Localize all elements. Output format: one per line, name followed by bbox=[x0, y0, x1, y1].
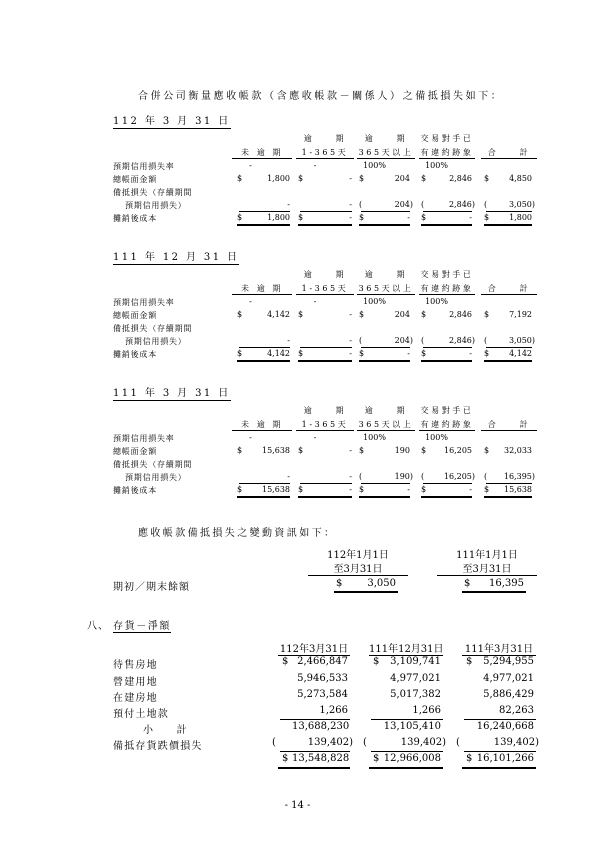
inventory-value: 16,101,266 bbox=[476, 753, 534, 764]
inventory-value: 1,266 bbox=[319, 705, 348, 716]
rate-value: 100% bbox=[425, 297, 448, 306]
gross-value: 204 bbox=[394, 310, 410, 319]
amortized-value: - bbox=[407, 349, 410, 358]
column-header: 1-365天 bbox=[296, 419, 354, 431]
inventory-value: 139,402) bbox=[307, 737, 353, 748]
subtotal-rule bbox=[300, 211, 352, 212]
rate-value: 100% bbox=[363, 161, 386, 170]
currency-sign: $ bbox=[359, 446, 365, 455]
row-label-amortized: 攤銷後成本 bbox=[113, 486, 157, 495]
total-double-rule bbox=[484, 224, 532, 226]
row-label-rate: 預期信用損失率 bbox=[113, 434, 175, 443]
currency-sign: $ bbox=[237, 485, 243, 494]
currency-sign: $ bbox=[421, 485, 427, 494]
column-header-top: 交易對手已 bbox=[420, 406, 474, 415]
column-header-top: 交易對手已 bbox=[420, 270, 474, 279]
subtotal-rule bbox=[371, 751, 443, 752]
column-header-top: 逾 期 bbox=[303, 134, 347, 143]
currency-sign: $ bbox=[298, 485, 304, 494]
currency-sign: $ bbox=[298, 446, 304, 455]
subtotal-rule bbox=[423, 347, 472, 348]
total-double-rule bbox=[421, 360, 472, 362]
open-paren: ( bbox=[484, 472, 488, 481]
open-paren: ( bbox=[456, 737, 460, 748]
column-header-top: 逾 期 bbox=[364, 270, 408, 279]
column-header: 1-365天 bbox=[296, 283, 354, 295]
currency-sign: $ bbox=[298, 213, 304, 222]
allowance-value: 204) bbox=[394, 336, 413, 345]
row-label-allowance-cont: 預期信用損失） bbox=[125, 201, 187, 210]
column-header: 合 計 bbox=[481, 147, 537, 159]
inventory-column-header: 111年3月31日 bbox=[462, 640, 536, 656]
currency-sign: $ bbox=[237, 174, 243, 183]
total-double-rule bbox=[421, 496, 472, 498]
subtotal-rule bbox=[300, 483, 352, 484]
currency-sign: $ bbox=[298, 174, 304, 183]
currency-sign: $ bbox=[298, 349, 304, 358]
row-label-gross: 總帳面金額 bbox=[113, 175, 157, 184]
subtotal-rule bbox=[423, 211, 472, 212]
currency-sign: $ bbox=[282, 753, 289, 764]
currency-sign: $ bbox=[484, 349, 490, 358]
changes-row-label: 期初／期末餘額 bbox=[113, 582, 190, 593]
amortized-value: - bbox=[349, 485, 352, 494]
amortized-value: - bbox=[407, 213, 410, 222]
amortized-value: - bbox=[407, 485, 410, 494]
subtotal-rule bbox=[361, 483, 410, 484]
subtotal-rule bbox=[239, 211, 290, 212]
inventory-row-label: 待售房地 bbox=[113, 660, 158, 671]
column-header: 有違約跡象 bbox=[420, 284, 474, 293]
changes-col1-top: 112年1月1日 bbox=[327, 550, 389, 561]
column-header-top: 逾 期 bbox=[303, 270, 347, 279]
row-label-rate: 預期信用損失率 bbox=[113, 298, 175, 307]
subtotal-rule bbox=[280, 751, 350, 752]
table-date-heading: 111 年 12 月 31 日 bbox=[113, 248, 239, 265]
open-paren: ( bbox=[363, 737, 367, 748]
gross-value: 2,846 bbox=[449, 310, 472, 319]
row-label-amortized: 攤銷後成本 bbox=[113, 350, 157, 359]
total-double-rule bbox=[484, 496, 532, 498]
changes-v1: 3,050 bbox=[367, 578, 396, 589]
table-date-heading: 112 年 3 月 31 日 bbox=[113, 112, 231, 129]
allowance-value: 2,846) bbox=[448, 200, 475, 209]
inventory-row-label: 在建房地 bbox=[113, 693, 158, 704]
gross-value: - bbox=[349, 174, 352, 183]
currency-sign: $ bbox=[421, 174, 427, 183]
rate-value: - bbox=[313, 433, 317, 442]
inventory-value: 5,946,533 bbox=[297, 673, 348, 684]
total-double-rule bbox=[359, 496, 410, 498]
inventory-heading-number: 八、 bbox=[87, 621, 109, 632]
inventory-row-label: 預付土地款 bbox=[113, 709, 169, 720]
changes-col2-top: 111年1月1日 bbox=[456, 550, 518, 561]
amortized-value: 4,142 bbox=[267, 349, 290, 358]
row-label-allowance: 備抵損失（存續期間 bbox=[113, 324, 193, 333]
currency-sign: $ bbox=[359, 310, 365, 319]
allowance-value: - bbox=[349, 472, 352, 481]
row-label-allowance: 備抵損失（存續期間 bbox=[113, 188, 193, 197]
total-double-rule bbox=[298, 496, 352, 498]
row-label-allowance-cont: 預期信用損失） bbox=[125, 337, 187, 346]
gross-value: 4,142 bbox=[267, 310, 290, 319]
currency-sign: $ bbox=[484, 174, 490, 183]
currency-sign: $ bbox=[359, 349, 365, 358]
total-double-rule bbox=[484, 360, 532, 362]
inventory-value: 5,294,955 bbox=[483, 656, 534, 667]
column-header: 365天以上 bbox=[358, 420, 414, 429]
subtotal-rule bbox=[423, 483, 472, 484]
subtotal-rule bbox=[361, 347, 410, 348]
changes-v1-currency: $ bbox=[336, 578, 343, 589]
total-double-rule bbox=[237, 360, 290, 362]
column-header: 未 逾 期 bbox=[232, 147, 292, 159]
total-double-rule bbox=[462, 767, 536, 769]
rate-value: 100% bbox=[363, 297, 386, 306]
row-label-allowance: 備抵損失（存續期間 bbox=[113, 460, 193, 469]
amortized-value: - bbox=[349, 213, 352, 222]
inventory-value: 13,688,230 bbox=[292, 721, 350, 732]
inventory-value: 2,466,847 bbox=[297, 656, 348, 667]
allowance-value: 3,050) bbox=[508, 200, 535, 209]
column-header: 合 計 bbox=[481, 283, 537, 295]
subtotal-rule bbox=[486, 483, 532, 484]
allowance-value: 2,846) bbox=[448, 336, 475, 345]
currency-sign: $ bbox=[421, 349, 427, 358]
subtotal-rule bbox=[486, 347, 532, 348]
allowance-value: - bbox=[287, 200, 290, 209]
subtotal-rule bbox=[486, 211, 532, 212]
currency-sign: $ bbox=[282, 656, 289, 667]
row-label-rate: 預期信用損失率 bbox=[113, 162, 175, 171]
allowance-value: 204) bbox=[394, 200, 413, 209]
rate-value: - bbox=[249, 297, 252, 306]
amortized-value: 15,638 bbox=[262, 485, 290, 494]
subtotal-rule bbox=[239, 483, 290, 484]
column-header: 未 逾 期 bbox=[232, 283, 292, 295]
currency-sign: $ bbox=[484, 485, 490, 494]
column-header: 1-365天 bbox=[296, 147, 354, 159]
column-header-top: 交易對手已 bbox=[420, 134, 474, 143]
gross-value: 190 bbox=[394, 446, 410, 455]
gross-value: 15,638 bbox=[262, 446, 290, 455]
amortized-value: 1,800 bbox=[509, 213, 532, 222]
currency-sign: $ bbox=[237, 349, 243, 358]
inventory-row-label: 營建用地 bbox=[113, 677, 158, 688]
currency-sign: $ bbox=[237, 213, 243, 222]
gross-value: - bbox=[349, 446, 352, 455]
open-paren: ( bbox=[421, 336, 425, 345]
column-header-top: 逾 期 bbox=[303, 406, 347, 415]
subtotal-rule bbox=[371, 719, 443, 720]
subtotal-rule bbox=[464, 719, 536, 720]
inventory-value: 3,109,741 bbox=[390, 656, 441, 667]
inventory-value: 13,105,410 bbox=[383, 721, 441, 732]
open-paren: ( bbox=[421, 200, 425, 209]
rate-value: - bbox=[313, 297, 317, 306]
rate-value: 100% bbox=[425, 161, 448, 170]
amortized-value: - bbox=[349, 349, 352, 358]
changes-col2-bot: 至3月31日 bbox=[437, 560, 537, 576]
allowance-value: 3,050) bbox=[508, 336, 535, 345]
allowance-value: - bbox=[349, 200, 352, 209]
inventory-row-label: 備抵存貨跌價損失 bbox=[113, 741, 203, 752]
gross-value: 204 bbox=[394, 174, 410, 183]
column-header: 365天以上 bbox=[358, 148, 414, 157]
currency-sign: $ bbox=[466, 753, 473, 764]
gross-value: 7,192 bbox=[509, 310, 532, 319]
total-double-rule bbox=[359, 224, 410, 226]
gross-value: 4,850 bbox=[509, 174, 532, 183]
inventory-value: 1,266 bbox=[412, 705, 441, 716]
rate-value: - bbox=[249, 433, 252, 442]
inventory-row-label: 小 計 bbox=[143, 725, 188, 736]
row-label-gross: 總帳面金額 bbox=[113, 447, 157, 456]
total-double-rule bbox=[237, 224, 290, 226]
column-header: 有違約跡象 bbox=[420, 148, 474, 157]
row-label-allowance-cont: 預期信用損失） bbox=[125, 473, 187, 482]
inventory-value: 5,886,429 bbox=[483, 689, 534, 700]
inventory-value: 139,402) bbox=[493, 737, 539, 748]
currency-sign: $ bbox=[421, 213, 427, 222]
gross-value: 16,205 bbox=[444, 446, 472, 455]
currency-sign: $ bbox=[237, 446, 243, 455]
amortized-value: 4,142 bbox=[509, 349, 532, 358]
amortized-value: - bbox=[469, 213, 472, 222]
subtotal-rule bbox=[464, 751, 536, 752]
total-double-rule bbox=[298, 224, 352, 226]
changes-v2-double-rule bbox=[462, 591, 526, 593]
allowance-value: 16,395) bbox=[503, 472, 535, 481]
allowance-value: 190) bbox=[394, 472, 413, 481]
total-double-rule bbox=[369, 767, 443, 769]
inventory-value: 5,017,382 bbox=[390, 689, 441, 700]
changes-intro: 應收帳款備抵損失之變動資訊如下： bbox=[138, 528, 337, 539]
open-paren: ( bbox=[421, 472, 425, 481]
inventory-column-header: 111年12月31日 bbox=[369, 640, 443, 656]
currency-sign: $ bbox=[466, 656, 473, 667]
column-header: 未 逾 期 bbox=[232, 419, 292, 431]
subtotal-rule bbox=[361, 211, 410, 212]
changes-v2: 16,395 bbox=[489, 578, 524, 589]
allowance-value: - bbox=[287, 336, 290, 345]
currency-sign: $ bbox=[298, 310, 304, 319]
currency-sign: $ bbox=[421, 310, 427, 319]
currency-sign: $ bbox=[359, 174, 365, 183]
currency-sign: $ bbox=[359, 213, 365, 222]
table-date-heading: 111 年 3 月 31 日 bbox=[113, 384, 231, 401]
changes-v1-double-rule bbox=[334, 591, 398, 593]
total-double-rule bbox=[359, 360, 410, 362]
rate-value: 100% bbox=[363, 433, 386, 442]
gross-value: 32,033 bbox=[504, 446, 532, 455]
open-paren: ( bbox=[484, 200, 488, 209]
amortized-value: 15,638 bbox=[504, 485, 532, 494]
open-paren: ( bbox=[359, 336, 363, 345]
gross-value: 2,846 bbox=[449, 174, 472, 183]
currency-sign: $ bbox=[484, 213, 490, 222]
currency-sign: $ bbox=[359, 485, 365, 494]
column-header-top: 逾 期 bbox=[364, 134, 408, 143]
subtotal-rule bbox=[280, 719, 350, 720]
currency-sign: $ bbox=[373, 656, 380, 667]
allowance-value: - bbox=[349, 336, 352, 345]
subtotal-rule bbox=[239, 347, 290, 348]
total-double-rule bbox=[278, 767, 350, 769]
amortized-value: - bbox=[469, 349, 472, 358]
inventory-value: 5,273,584 bbox=[297, 689, 348, 700]
allowance-value: 16,205) bbox=[443, 472, 475, 481]
allowance-value: - bbox=[287, 472, 290, 481]
rate-value: 100% bbox=[425, 433, 448, 442]
inventory-value: 12,966,008 bbox=[383, 753, 441, 764]
gross-value: - bbox=[349, 310, 352, 319]
column-header: 合 計 bbox=[481, 419, 537, 431]
open-paren: ( bbox=[359, 472, 363, 481]
column-header: 365天以上 bbox=[358, 284, 414, 293]
currency-sign: $ bbox=[237, 310, 243, 319]
amortized-value: 1,800 bbox=[267, 213, 290, 222]
inventory-column-header: 112年3月31日 bbox=[278, 640, 350, 656]
rate-value: - bbox=[249, 161, 252, 170]
open-paren: ( bbox=[484, 336, 488, 345]
column-header-top: 逾 期 bbox=[364, 406, 408, 415]
currency-sign: $ bbox=[484, 446, 490, 455]
rate-value: - bbox=[313, 161, 317, 170]
changes-col1-bot: 至3月31日 bbox=[308, 560, 408, 576]
currency-sign: $ bbox=[421, 446, 427, 455]
inventory-heading: 存貨－淨額 bbox=[113, 617, 171, 633]
inventory-value: 139,402) bbox=[400, 737, 446, 748]
intro-text: 合併公司衡量應收帳款（含應收帳款－關係人）之備抵損失如下： bbox=[138, 91, 504, 102]
open-paren: ( bbox=[359, 200, 363, 209]
total-double-rule bbox=[298, 360, 352, 362]
inventory-value: 13,548,828 bbox=[292, 753, 350, 764]
amortized-value: - bbox=[469, 485, 472, 494]
gross-value: 1,800 bbox=[267, 174, 290, 183]
changes-v2-currency: $ bbox=[464, 578, 471, 589]
inventory-value: 4,977,021 bbox=[390, 673, 441, 684]
inventory-value: 82,263 bbox=[499, 705, 534, 716]
total-double-rule bbox=[421, 224, 472, 226]
column-header: 有違約跡象 bbox=[420, 420, 474, 429]
currency-sign: $ bbox=[373, 753, 380, 764]
row-label-gross: 總帳面金額 bbox=[113, 311, 157, 320]
row-label-amortized: 攤銷後成本 bbox=[113, 214, 157, 223]
subtotal-rule bbox=[300, 347, 352, 348]
inventory-value: 16,240,668 bbox=[476, 721, 534, 732]
total-double-rule bbox=[237, 496, 290, 498]
currency-sign: $ bbox=[484, 310, 490, 319]
page-number: - 14 - bbox=[284, 800, 311, 811]
inventory-value: 4,977,021 bbox=[483, 673, 534, 684]
open-paren: ( bbox=[272, 737, 276, 748]
